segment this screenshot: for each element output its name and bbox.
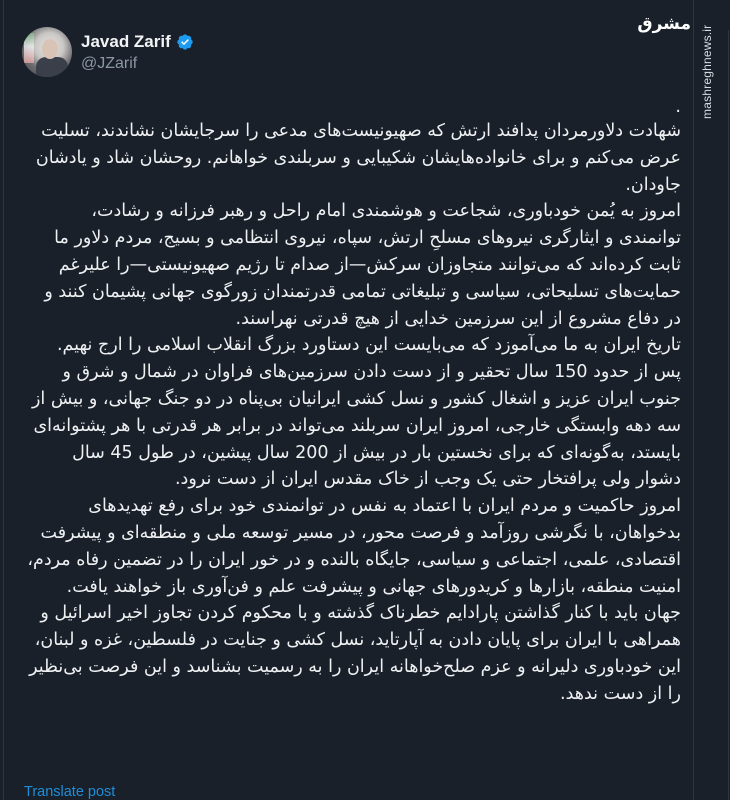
watermark-strip (693, 0, 730, 800)
watermark-logo: مشرق (637, 14, 691, 34)
right-divider (693, 0, 694, 800)
avatar-face (42, 39, 58, 59)
tweet-paragraph-4: امروز حاکمیت و مردم ایران با اعتماد به نفس در توانمندی خود برای رفع تهدیدهای بدخواهان، با نگرشی روزآمد و فرصت محور، در مسیر توسعه ملی و منطقه‌ای و پیشرفت اقتصادی، علمی، اجتماعی و سیاسی، جایگاه بالنده و در خور ایران را در تضمین رفاه مردم، امنیت منطقه، بازارها و کریدورهای جهانی و پیشرفت علم و فن‌آوری باز خواهند یافت. (27, 496, 681, 597)
tweet-paragraph-3: تاریخ ایران به ما می‌آموزد که می‌بایست این دستاورد بزرگ انقلاب اسلامی را ارج نهیم. پس از حدود 150 سال تحقیر و از دست دادن سرزمین‌های فراوان در شمال و شرق و جنوب ایران عزیز و اشغال کشور و نسل کشی ایرانیان بی‌پناه در دو جنگ جهانی، و بیش از سه دهه وابستگی خارجی، امروز ایران سربلند می‌تواند در برابر هر قدرتی با هر پشتوانه‌ای بایستد، به‌گونه‌ای که برای نخستین بار در بیش از 200 سال پیشین، در طول 45 سال دشوار ولی پرافتخار حتی یک وجب از خاک مقدس ایران از دست نرود. (31, 335, 681, 490)
translate-post-link[interactable]: Translate post (24, 784, 116, 800)
avatar-suit (36, 57, 68, 77)
name-row (81, 32, 194, 52)
watermark-url: mashreghnews.ir (700, 24, 714, 119)
left-divider (3, 0, 4, 800)
tweet-header (22, 24, 194, 80)
avatar[interactable] (22, 27, 72, 77)
tweet-paragraph-5: جهان باید با کنار گذاشتن پارادایم خطرناک گذشته و با محکوم کردن تجاوز اخیر اسرائیل و همراهی با ایران برای پایان دادن به آپارتاید، نسل کشی و جنایت در فلسطین، غزه و لبنان، این خودباوری دلیرانه و عزم صلح‌خواهانه ایران را به رسمیت بشناسد و این فرصت بی‌نظیر را از دست ندهد. (29, 603, 681, 704)
verified-badge-icon (176, 33, 194, 51)
author-display-name[interactable]: Javad Zarif (81, 31, 171, 51)
tweet-paragraph-1: شهادت دلاورمردان پدافند ارتش که صهیونیست‌های مدعی را سرجایشان نشاندند، تسلیت عرض می‌کنم و برای خانواده‌هایشان شکیبایی و سربلندی خواهانم. روحشان شاد و یادشان جاودان. (35, 121, 681, 195)
right-divider-outer (728, 30, 729, 800)
author-info (81, 32, 194, 73)
tweet-text (25, 96, 681, 708)
tweet-leading-mark: . (675, 97, 681, 117)
tweet-paragraph-2: امروز به یُمن خودباوری، شجاعت و هوشمندی امام راحل و رهبر فرزانه و رشادت، توانمندی و ایثارگری نیروهای مسلحِ ارتش، سپاه، نیروی انتظامی و بسیج، مردم دلاور ما ثابت کرده‌اند که می‌توانند متجاوزان سرکش—از صدام تا رژیم صهیونیستی—را علیرغم حمایت‌های تسلیحاتی، سیاسی و تبلیغاتی تمامی قدرتمندان زورگوی جهانی پشیمان کنند و در دفاع مشروع از این سرزمین خدایی از هیچ قدرتی نهراسند. (44, 201, 681, 329)
author-handle[interactable]: @JZarif (81, 54, 138, 72)
avatar-flag (24, 33, 34, 63)
